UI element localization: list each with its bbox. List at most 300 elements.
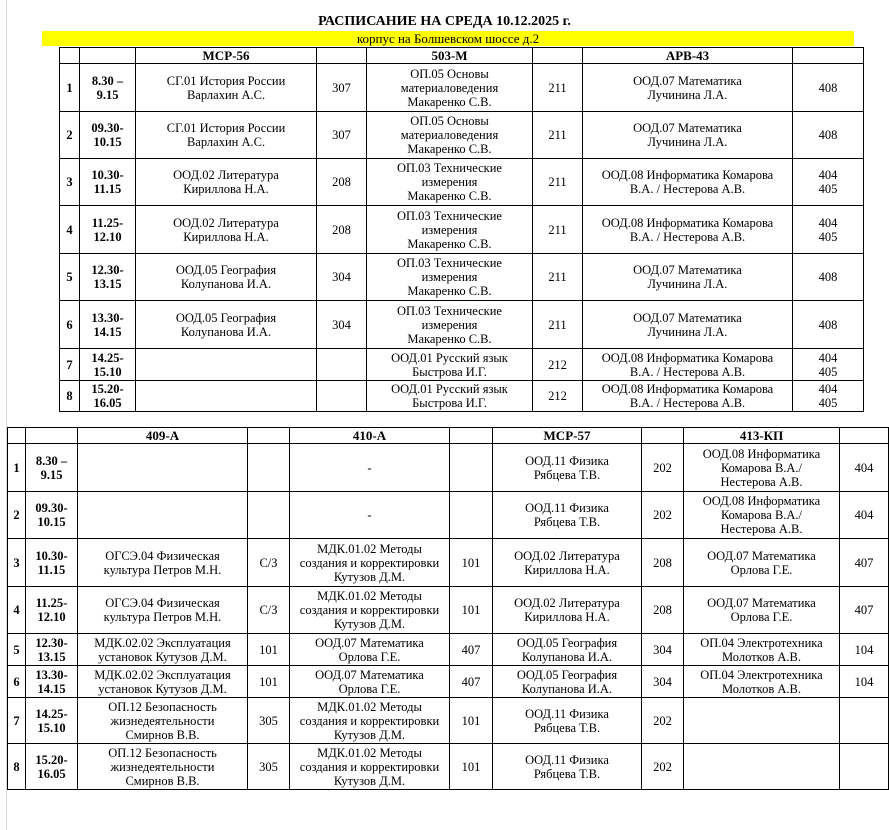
cell-text-line: ОП.05 Основы: [410, 114, 489, 128]
cell-text-line: ООД.08 Информатика: [702, 494, 821, 508]
cell-text-line: Колупанова И.А.: [180, 277, 272, 291]
room-cell: [533, 349, 583, 381]
cell-text-line: 101: [461, 555, 481, 570]
schedule-table-2-body: [8, 444, 889, 790]
subject-cell: [78, 634, 248, 666]
room-cell: [533, 112, 583, 159]
room-cell: [533, 254, 583, 301]
cell-text-line: ООД.01 Русский язык: [391, 350, 508, 365]
subject-cell: [493, 444, 642, 492]
cell-text-line: 211: [548, 175, 567, 189]
room-cell: [793, 206, 864, 254]
room-cell: [642, 634, 684, 666]
subject-cell: [367, 64, 533, 112]
cell-text-line: ООД.08 Информатика Комарова: [601, 382, 774, 396]
cell-text-line: Лучинина Л.А.: [647, 277, 728, 291]
cell-text-line: МДК.01.02 Методы: [317, 699, 422, 714]
cell-text-line: измерения: [421, 175, 478, 189]
cell-text-line: 14.25-: [35, 706, 68, 721]
lesson-number: 4: [8, 587, 26, 634]
cell-text-line: 13.30-: [35, 667, 68, 682]
lesson-time: [80, 206, 136, 254]
subject-cell: [136, 301, 317, 349]
room-cell: [317, 112, 367, 159]
room-cell: [248, 444, 290, 492]
room-cell: [248, 492, 290, 539]
subject-cell: [290, 698, 450, 744]
cell-text-line: 16.05: [37, 766, 66, 781]
cell-text-line: ООД.02 Литература: [173, 215, 279, 230]
subject-cell: [136, 112, 317, 159]
lesson-number: 3: [8, 539, 26, 587]
table-row: [60, 159, 864, 206]
room-cell: [642, 539, 684, 587]
cell-text-line: 304: [332, 317, 351, 332]
cell-text-line: Рябцева Т.В.: [533, 515, 601, 529]
lesson-number: 1: [8, 444, 26, 492]
cell-text-line: жизнедеятельности: [110, 713, 215, 728]
cell-text-line: Орлова Г.Е.: [730, 562, 793, 577]
subject-cell: [367, 254, 533, 301]
room-cell: [840, 444, 889, 492]
room-cell: [840, 666, 889, 698]
cell-text-line: 407: [461, 674, 481, 689]
table-row: [60, 381, 864, 412]
cell-text-line: материаловедения: [400, 80, 499, 95]
subject-cell: [290, 539, 450, 587]
cell-text-line: Молотков А.В.: [721, 681, 801, 696]
cell-text-line: В.А. / Нестерова А.В.: [629, 364, 746, 379]
subject-cell: [493, 587, 642, 634]
lesson-time: [26, 539, 78, 587]
lesson-time: [80, 349, 136, 381]
room-cell: [248, 587, 290, 634]
subject-cell: [583, 301, 793, 349]
cell-text-line: ООД.08 Информатика Комарова: [601, 168, 774, 182]
cell-text-line: 14.15: [37, 681, 66, 696]
cell-text-line: 10.30-: [91, 168, 124, 182]
group-header: МСР-56: [136, 48, 317, 64]
subject-cell: [290, 587, 450, 634]
table-row: [8, 744, 889, 790]
subject-cell: [493, 634, 642, 666]
cell-text-line: Макаренко С.В.: [407, 94, 492, 109]
lesson-time: [26, 698, 78, 744]
cell-text-line: 101: [259, 674, 278, 689]
room-cell: [793, 381, 864, 412]
subject-cell: [367, 112, 533, 159]
cell-text-line: 211: [548, 317, 567, 332]
cell-text-line: Кириллова Н.А.: [524, 562, 610, 577]
cell-text-line: Лучинина Л.А.: [647, 324, 728, 339]
cell-text-line: ОП.12 Безопасность: [108, 699, 217, 714]
cell-text-line: ООД.07 Математика: [633, 73, 742, 88]
room-cell: [450, 539, 493, 587]
cell-text-line: Орлова Г.Е.: [338, 681, 401, 696]
room-cell: [450, 744, 493, 790]
cell-text-line: ОП.04 Электротехника: [700, 635, 823, 650]
cell-text-line: МДК.01.02 Методы: [317, 541, 422, 556]
room-cell: [642, 744, 684, 790]
schedule-table-1: [59, 47, 864, 412]
subject-cell: [78, 744, 248, 790]
cell-text-line: 408: [818, 128, 838, 142]
subject-cell: [583, 112, 793, 159]
cell-text-line: 13.30-: [91, 310, 124, 325]
lesson-number: 5: [8, 634, 26, 666]
subject-cell: [290, 634, 450, 666]
room-cell: [450, 634, 493, 666]
room-cell: [450, 587, 493, 634]
cell-text-line: Рябцева Т.В.: [533, 467, 601, 482]
subject-cell: [684, 698, 840, 744]
lesson-number: 6: [60, 301, 80, 349]
room-cell: [450, 444, 493, 492]
cell-text-line: 12.10: [37, 610, 66, 624]
cell-text-line: 104: [854, 674, 874, 689]
cell-text-line: ООД.02 Литература: [514, 596, 620, 610]
group-header: 410-А: [290, 428, 450, 444]
cell-text-line: установок Кутузов Д.М.: [98, 649, 227, 664]
cell-text-line: 12.10: [93, 229, 122, 244]
cell-text-line: Макаренко С.В.: [407, 142, 492, 156]
cell-text-line: 16.05: [93, 396, 122, 410]
subject-cell: [290, 666, 450, 698]
subject-cell: [367, 159, 533, 206]
lesson-time: [80, 159, 136, 206]
cell-text-line: Комарова В.А./: [720, 508, 803, 522]
cell-text-line: создания и корректировки: [299, 759, 440, 774]
cell-text-line: ООД.08 Информатика Комарова: [601, 350, 774, 365]
subject-cell: [136, 381, 317, 412]
cell-text-line: ООД.07 Математика: [315, 667, 424, 682]
cell-text-line: ОП.12 Безопасность: [108, 745, 217, 760]
cell-text-line: Колупанова И.А.: [521, 649, 613, 664]
cell-text-line: ООД.07 Математика: [633, 263, 742, 277]
cell-text-line: измерения: [421, 317, 478, 332]
subject-cell: [367, 349, 533, 381]
cell-text-line: культура Петров М.Н.: [103, 562, 222, 577]
lesson-time: [26, 587, 78, 634]
lesson-time: [80, 112, 136, 159]
group-header: МСР-57: [493, 428, 642, 444]
cell-text-line: В.А. / Нестерова А.В.: [629, 229, 746, 244]
cell-text-line: 307: [332, 80, 351, 95]
lesson-number: 6: [8, 666, 26, 698]
room-cell: [533, 159, 583, 206]
cell-text-line: 408: [818, 317, 838, 332]
room-cell: [642, 492, 684, 539]
subject-cell: [583, 206, 793, 254]
cell-text-line: ООД.07 Математика: [633, 121, 742, 135]
lesson-number: 7: [60, 349, 80, 381]
cell-text-line: С/З: [259, 555, 278, 570]
lesson-time: [26, 444, 78, 492]
group-header: АРВ-43: [583, 48, 793, 64]
cell-text-line: ОГСЭ.04 Физическая: [105, 596, 220, 610]
cell-text-line: 15.10: [37, 720, 66, 735]
lesson-time: [26, 634, 78, 666]
cell-text-line: 10.15: [37, 515, 66, 529]
subject-cell: [583, 159, 793, 206]
table-row: [8, 634, 889, 666]
cell-text-line: 407: [461, 642, 481, 657]
cell-text-line: 211: [548, 270, 567, 284]
room-cell: [642, 444, 684, 492]
cell-text-line: 211: [548, 80, 567, 95]
subject-cell: [684, 539, 840, 587]
cell-text-line: 404: [818, 350, 838, 365]
cell-text-line: 10.30-: [35, 548, 68, 563]
cell-text-line: 101: [461, 603, 481, 617]
cell-text-line: ОП.05 Основы: [410, 66, 489, 81]
cell-text-line: С/З: [259, 603, 278, 617]
building-address-banner: корпус на Болшевском шоссе д.2: [42, 31, 854, 46]
lesson-time: [80, 254, 136, 301]
lesson-time: [80, 301, 136, 349]
table-row: [8, 539, 889, 587]
subject-cell: [367, 381, 533, 412]
cell-text-line: 407: [854, 603, 874, 617]
lesson-time: [26, 666, 78, 698]
cell-text-line: ООД.01 Русский язык: [391, 382, 508, 396]
subject-cell: [78, 539, 248, 587]
cell-text-line: 208: [653, 555, 672, 570]
cell-text-line: измерения: [421, 270, 478, 284]
cell-text-line: Орлова Г.Е.: [338, 649, 401, 664]
cell-text-line: 208: [332, 222, 351, 237]
room-cell: [840, 744, 889, 790]
cell-text-line: 104: [854, 642, 874, 657]
cell-text-line: 211: [548, 222, 567, 237]
room-cell: [840, 539, 889, 587]
room-cell: [317, 254, 367, 301]
cell-text-line: 405: [818, 182, 838, 196]
room-cell: [793, 254, 864, 301]
room-cell: [248, 666, 290, 698]
room-cell: [533, 206, 583, 254]
cell-text-line: ОГСЭ.04 Физическая: [105, 548, 220, 563]
group-header: 413-КП: [684, 428, 840, 444]
table-row: [60, 301, 864, 349]
subject-cell: [136, 64, 317, 112]
table-row: [60, 254, 864, 301]
cell-text-line: 304: [653, 674, 672, 689]
room-cell: [793, 301, 864, 349]
cell-text-line: создания и корректировки: [299, 603, 440, 617]
cell-text-line: 404: [818, 215, 838, 230]
room-cell: [248, 539, 290, 587]
cell-text-line: Макаренко С.В.: [407, 331, 492, 346]
cell-text-line: СГ.01 История России: [166, 121, 286, 135]
cell-text-line: 212: [548, 389, 567, 403]
cell-text-line: 405: [818, 229, 838, 244]
room-cell: [248, 698, 290, 744]
lesson-number: 5: [60, 254, 80, 301]
cell-text-line: ОП.03 Технические: [397, 208, 502, 223]
cell-text-line: измерения: [421, 222, 478, 237]
cell-text-line: Быстрова И.Г.: [412, 396, 487, 410]
subject-cell: [290, 492, 450, 539]
subject-cell: [493, 744, 642, 790]
lesson-number: 7: [8, 698, 26, 744]
cell-text-line: 404: [854, 508, 874, 522]
subject-cell: [78, 492, 248, 539]
cell-text-line: ООД.08 Информатика Комарова: [601, 215, 774, 230]
cell-text-line: Смирнов В.В.: [125, 773, 200, 788]
cell-text-line: 404: [818, 382, 838, 396]
subject-cell: [136, 206, 317, 254]
cell-text-line: 14.15: [93, 324, 122, 339]
cell-text-line: ООД.08 Информатика: [702, 446, 821, 461]
cell-text-line: 407: [854, 555, 874, 570]
cell-text-line: Рябцева Т.В.: [533, 720, 601, 735]
room-cell: [840, 634, 889, 666]
cell-text-line: МДК.01.02 Методы: [317, 745, 422, 760]
group-header: 409-А: [78, 428, 248, 444]
cell-text-line: Кириллова Н.А.: [183, 229, 269, 244]
room-cell: [840, 492, 889, 539]
cell-text-line: Колупанова И.А.: [180, 324, 272, 339]
cell-text-line: 9.15: [40, 467, 63, 482]
cell-text-line: Орлова Г.Е.: [730, 610, 793, 624]
cell-text-line: Кутузов Д.М.: [333, 773, 406, 788]
room-cell: [840, 698, 889, 744]
subject-cell: [136, 159, 317, 206]
cell-text-line: ОП.03 Технические: [397, 256, 502, 270]
lesson-number: 2: [60, 112, 80, 159]
cell-text-line: Колупанова И.А.: [521, 681, 613, 696]
cell-text-line: 11.15: [37, 562, 66, 577]
lesson-number: 4: [60, 206, 80, 254]
cell-text-line: -: [367, 460, 372, 475]
cell-text-line: создания и корректировки: [299, 713, 440, 728]
room-cell: [317, 349, 367, 381]
cell-text-line: Варлахин А.С.: [186, 135, 266, 149]
room-cell: [533, 64, 583, 112]
room-cell: [317, 159, 367, 206]
cell-text-line: 202: [653, 713, 672, 728]
subject-cell: [136, 349, 317, 381]
subject-cell: [684, 444, 840, 492]
cell-text-line: Комарова В.А./: [720, 460, 803, 475]
room-cell: [793, 349, 864, 381]
cell-text-line: 307: [332, 128, 351, 142]
cell-text-line: Нестерова А.В.: [720, 474, 803, 489]
subject-cell: [583, 381, 793, 412]
room-cell: [450, 666, 493, 698]
room-cell: [248, 634, 290, 666]
subject-cell: [493, 539, 642, 587]
lesson-time: [80, 381, 136, 412]
cell-text-line: 15.20-: [35, 752, 68, 767]
room-cell: [793, 159, 864, 206]
cell-text-line: ООД.07 Математика: [315, 635, 424, 650]
cell-text-line: 408: [818, 80, 838, 95]
cell-text-line: 9.15: [96, 87, 119, 102]
cell-text-line: Кириллова Н.А.: [183, 182, 269, 196]
cell-text-line: 10.15: [93, 135, 122, 149]
cell-text-line: 101: [461, 759, 481, 774]
subject-cell: [290, 744, 450, 790]
room-cell: [642, 666, 684, 698]
room-cell: [642, 698, 684, 744]
subject-cell: [583, 64, 793, 112]
table-row: [60, 112, 864, 159]
cell-text-line: 8.30 –: [35, 453, 68, 468]
cell-text-line: ООД.11 Физика: [525, 752, 609, 767]
room-cell: [533, 381, 583, 412]
table-row: [60, 64, 864, 112]
subject-cell: [583, 349, 793, 381]
room-cell: [450, 698, 493, 744]
cell-text-line: Кутузов Д.М.: [333, 727, 406, 742]
subject-cell: [78, 666, 248, 698]
cell-text-line: 101: [461, 713, 481, 728]
cell-text-line: ООД.11 Физика: [525, 706, 609, 721]
subject-cell: [684, 587, 840, 634]
room-cell: [317, 206, 367, 254]
cell-text-line: Кутузов Д.М.: [333, 569, 406, 584]
room-cell: [793, 64, 864, 112]
cell-text-line: Кириллова Н.А.: [524, 610, 610, 624]
cell-text-line: 13.15: [93, 277, 122, 291]
group-header: 503-М: [367, 48, 533, 64]
cell-text-line: 408: [818, 270, 838, 284]
cell-text-line: МДК.02.02 Эксплуатация: [94, 635, 231, 650]
subject-cell: [367, 301, 533, 349]
subject-cell: [684, 744, 840, 790]
room-cell: [840, 587, 889, 634]
cell-text-line: жизнедеятельности: [110, 759, 215, 774]
room-cell: [317, 381, 367, 412]
cell-text-line: 09.30-: [35, 501, 68, 515]
cell-text-line: 13.15: [37, 649, 66, 664]
cell-text-line: 202: [653, 759, 672, 774]
table-row: [8, 698, 889, 744]
room-cell: [793, 112, 864, 159]
cell-text-line: ООД.07 Математика: [633, 310, 742, 325]
cell-text-line: ООД.05 География: [516, 667, 618, 682]
cell-text-line: Варлахин А.С.: [186, 87, 266, 102]
cell-text-line: В.А. / Нестерова А.В.: [629, 396, 746, 410]
table-header-row: [8, 428, 889, 444]
cell-text-line: В.А. / Нестерова А.В.: [629, 182, 746, 196]
cell-text-line: Кутузов Д.М.: [333, 617, 406, 631]
cell-text-line: материаловедения: [400, 128, 499, 142]
cell-text-line: Смирнов В.В.: [125, 727, 200, 742]
cell-text-line: 202: [653, 508, 672, 522]
subject-cell: [493, 698, 642, 744]
cell-text-line: ООД.02 Литература: [173, 168, 279, 182]
lesson-number: 1: [60, 64, 80, 112]
cell-text-line: МДК.01.02 Методы: [317, 589, 422, 603]
schedule-table-2: [7, 427, 889, 790]
room-cell: [642, 587, 684, 634]
cell-text-line: ОП.03 Технические: [397, 161, 502, 175]
room-cell: [317, 64, 367, 112]
table-row: [8, 587, 889, 634]
table-row: [8, 666, 889, 698]
cell-text-line: 14.25-: [91, 350, 124, 365]
cell-text-line: СГ.01 История России: [166, 73, 286, 88]
schedule-table-1-body: [60, 64, 864, 412]
subject-cell: [78, 698, 248, 744]
cell-text-line: 101: [259, 642, 278, 657]
cell-text-line: ООД.07 Математика: [707, 596, 816, 610]
cell-text-line: Лучинина Л.А.: [647, 87, 728, 102]
subject-cell: [290, 444, 450, 492]
